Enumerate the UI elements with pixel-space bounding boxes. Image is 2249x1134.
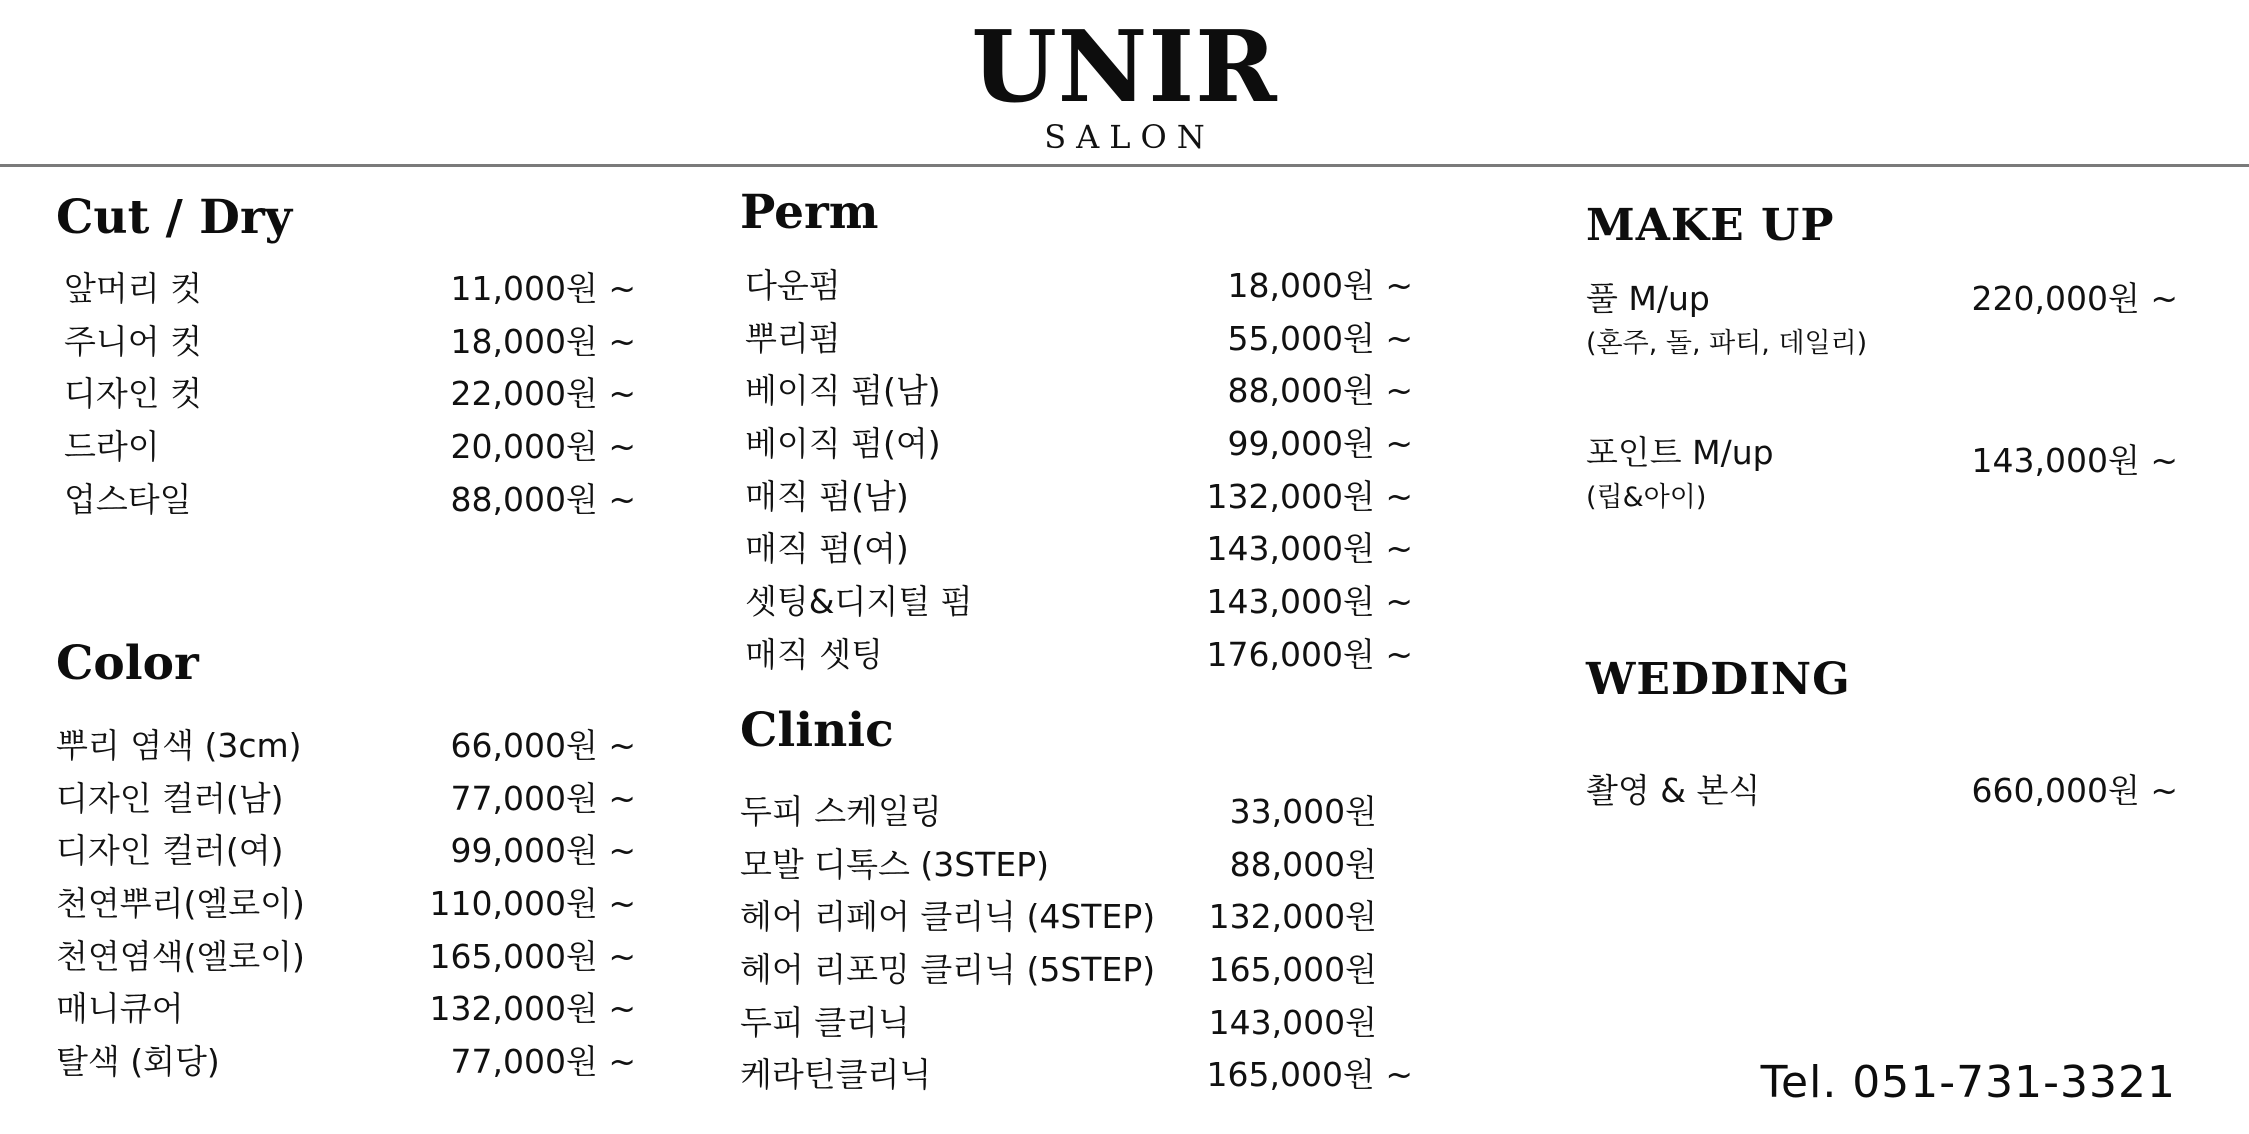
item-note: (혼주, 돌, 파티, 데일리) [1586,328,1868,359]
list-item [745,471,1413,524]
item-price: 18,000원 ~ [1227,266,1413,305]
item-price: 165,000원 ~ [1206,1055,1413,1095]
item-price: 132,000원 ~ [429,989,636,1029]
item-name: 탈색 (회당) [56,1042,220,1082]
list-item [740,891,1413,944]
item-name: 뿌리펌 [745,318,841,358]
item-name: 헤어 리페어 클리닉 (4STEP) [740,897,1156,937]
item-name: 디자인 컷 [64,374,203,414]
item-price: 143,000원 ~ [1971,441,2178,480]
section-title-wedding: WEDDING [1586,654,1851,705]
item-name: 케라틴클리닉 [740,1055,932,1095]
section-title-cut-dry: Cut / Dry [56,190,293,245]
item-name: 디자인 컬러(남) [56,778,284,818]
item-price: 18,000원 ~ [450,321,636,361]
item-price: 660,000원 ~ [1971,771,2178,810]
item-name: 드라이 [64,427,160,467]
item-name: 주니어 컷 [64,321,203,361]
list-item [745,629,1413,682]
list-item [745,365,1413,418]
list-item [56,773,636,826]
item-price: 22,000원 ~ [450,374,636,414]
item-name: 매니큐어 [56,989,184,1029]
list-item [745,418,1413,471]
item-price: 33,000원 [1229,792,1377,831]
section-title-makeup: MAKE UP [1586,200,1835,251]
item-name: 두피 스케일링 [740,792,942,831]
item-price: 88,000원 ~ [1227,371,1413,411]
item-name: 매직 셋팅 [745,634,884,674]
item-name: 촬영 & 본식 [1586,771,1761,810]
item-name: 다운펌 [745,266,841,305]
item-name: 디자인 컬러(여) [56,831,284,871]
item-price: 143,000원 [1208,1002,1377,1042]
salon-logo [0,10,2249,156]
list-item [1586,766,2178,816]
list-item [740,786,1413,839]
item-price: 66,000원 ~ [450,726,636,765]
list-item [1586,428,2178,518]
item-price: 77,000원 ~ [450,778,636,818]
item-name: 천연뿌리(엘로이) [56,884,305,924]
list-item [745,313,1413,366]
item-name: 천연염색(엘로이) [56,936,305,976]
item-name: 베이직 펌(여) [745,424,941,464]
item-name: 매직 펌(남) [745,476,909,516]
section-title-perm: Perm [740,185,879,240]
item-price: 11,000원 ~ [450,269,636,308]
brand-subtitle: SALON [1044,118,1215,156]
item-price: 165,000원 [1208,950,1377,990]
list-item [64,316,636,369]
item-name: 모발 디톡스 (3STEP) [740,844,1049,884]
item-name: 앞머리 컷 [64,269,203,308]
list-item [56,720,636,773]
item-note: (립&아이) [1586,482,1707,513]
list-item [740,944,1413,997]
item-name: 포인트 M/up [1586,433,1774,472]
item-price: 220,000원 ~ [1971,279,2178,318]
item-price: 99,000원 ~ [450,831,636,871]
header-divider [0,164,2249,167]
item-price: 110,000원 ~ [429,884,636,924]
item-name: 베이직 펌(남) [745,371,941,411]
color-list [56,720,636,1089]
list-item [740,839,1413,892]
list-item [56,825,636,878]
perm-list [745,260,1413,682]
item-price: 132,000원 ~ [1206,476,1413,516]
section-title-color: Color [56,636,199,691]
item-price: 55,000원 ~ [1227,318,1413,358]
list-item [64,368,636,421]
list-item [56,1036,636,1089]
list-item [740,997,1413,1050]
list-item [56,931,636,984]
list-item [64,474,636,527]
item-price: 176,000원 ~ [1206,634,1413,674]
item-price: 165,000원 ~ [429,936,636,976]
item-price: 77,000원 ~ [450,1042,636,1082]
cut-dry-list [64,263,636,526]
item-price: 143,000원 ~ [1206,529,1413,569]
item-price: 20,000원 ~ [450,427,636,467]
list-item [740,1049,1413,1102]
list-item [745,576,1413,629]
brand-name: UNIR [971,10,1278,125]
list-item [64,421,636,474]
item-price: 99,000원 ~ [1227,424,1413,464]
item-price: 132,000원 [1208,897,1377,937]
section-title-clinic: Clinic [740,703,894,758]
item-price: 88,000원 ~ [450,479,636,519]
item-name: 셋팅&디지털 펌 [745,582,973,622]
list-item [745,523,1413,576]
item-name: 뿌리 염색 (3cm) [56,726,302,765]
list-item [1586,274,2178,364]
phone-number: Tel. 051-731-3321 [1760,1057,2176,1108]
list-item [56,878,636,931]
list-item [64,263,636,316]
list-item [745,260,1413,313]
item-name: 두피 클리닉 [740,1002,910,1042]
item-name: 헤어 리포밍 클리닉 (5STEP) [740,950,1156,990]
clinic-list [740,786,1413,1102]
item-price: 88,000원 [1229,844,1377,884]
item-price: 143,000원 ~ [1206,582,1413,622]
item-name: 매직 펌(여) [745,529,909,569]
item-name: 업스타일 [64,479,192,519]
item-name: 풀 M/up [1586,279,1710,318]
list-item [56,983,636,1036]
